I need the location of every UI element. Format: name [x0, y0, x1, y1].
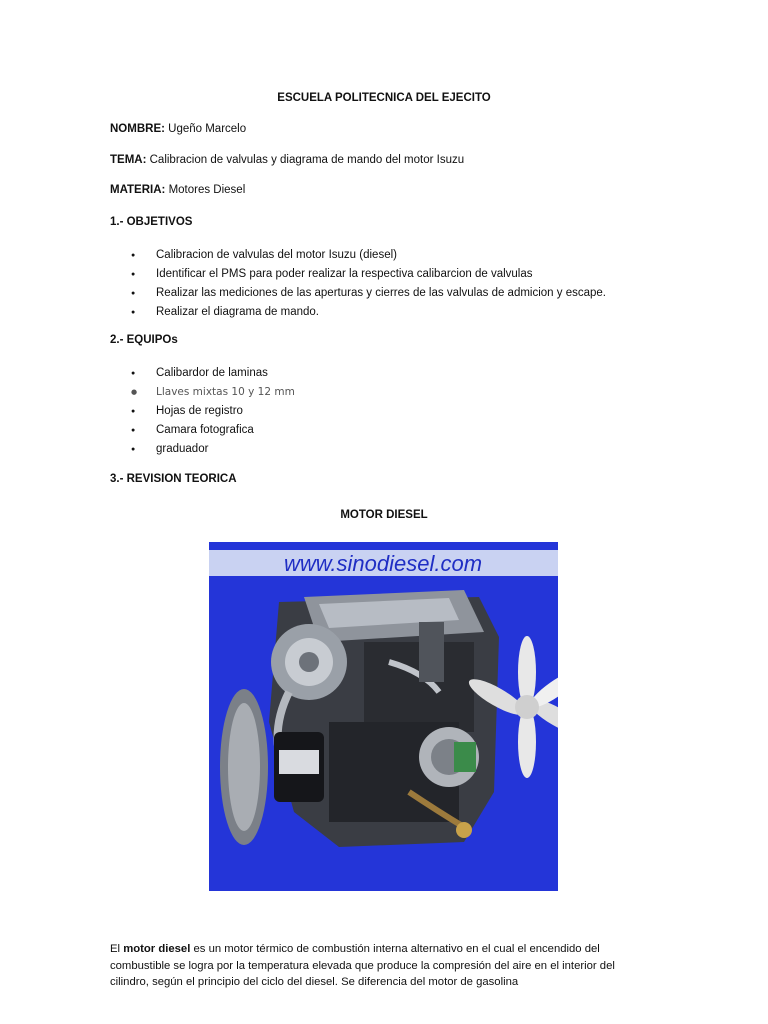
nombre-value: Ugeño Marcelo	[164, 123, 247, 135]
tema-value: Calibracion de valvulas y diagrama de mando del motor Isuzu	[146, 154, 465, 166]
list-item: ● Realizar las mediciones de las aperturas y cierres de las valvulas de admicion y escape.	[110, 284, 606, 303]
materia-line	[110, 184, 245, 196]
list-item: ● Llaves mixtas 10 y 12 mm	[110, 383, 295, 402]
paragraph-text-start: El	[110, 943, 124, 955]
tema-label: TEMA:	[110, 154, 147, 166]
paragraph-bold-term: motor diesel	[123, 943, 191, 955]
list-item: ● Calibardor de laminas	[110, 364, 295, 383]
document-title: ESCUELA POLITECNICA DEL EJECITO	[277, 92, 491, 104]
figure-caption: MOTOR DIESEL	[340, 509, 428, 521]
list-item: ● Realizar el diagrama de mando.	[110, 303, 606, 322]
banner-text: www.sinodiesel.com	[283, 551, 483, 576]
materia-value: Motores Diesel	[165, 184, 246, 196]
nombre-line	[110, 123, 246, 135]
objetivos-list	[110, 246, 606, 322]
equipos-heading: 2.- EQUIPOs	[110, 334, 178, 346]
engine-photo	[209, 542, 558, 891]
list-item: ● Hojas de registro	[110, 402, 295, 421]
list-item: ● Identificar el PMS para poder realizar la respectiva calibarcion de valvulas	[110, 265, 606, 284]
paragraph-text-rest: es un motor térmico de combustión interna alternativo en el cual el encendido del combustible se logra por la temperatura elevada que produce la compresión del aire en el interior del cilindro, según el principio del ciclo del diesel. Se diferencia del motor de gasolina	[110, 943, 615, 988]
equipos-list	[110, 364, 295, 459]
body-paragraph	[110, 941, 650, 991]
nombre-label: NOMBRE:	[110, 123, 165, 135]
list-item: ● Calibracion de valvulas del motor Isuzu (diesel)	[110, 246, 606, 265]
list-item: ● Camara fotografica	[110, 421, 295, 440]
tema-line	[110, 154, 464, 166]
objetivos-heading: 1.- OBJETIVOS	[110, 216, 193, 228]
revision-heading: 3.- REVISION TEORICA	[110, 473, 237, 485]
list-item: ● graduador	[110, 440, 295, 459]
materia-label: MATERIA:	[110, 184, 166, 196]
